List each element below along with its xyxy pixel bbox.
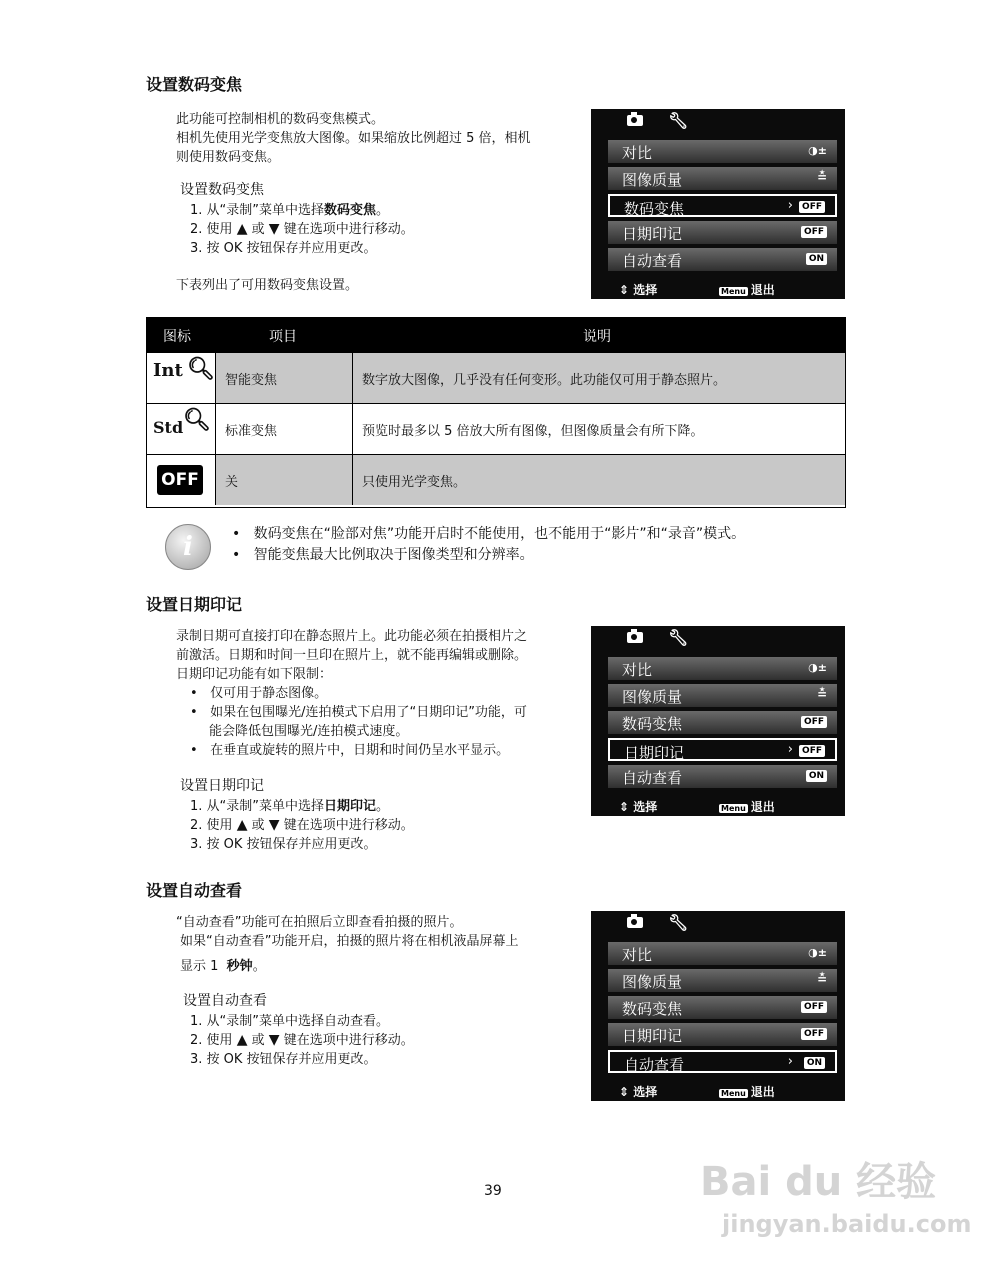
menu-footer (591, 1079, 845, 1101)
watermark-url: jingyan.baidu.com (722, 1210, 972, 1238)
down-arrow-icon: ▼ (268, 1032, 280, 1048)
menu-tab-bar (591, 911, 845, 937)
camera-menu-screen (591, 109, 845, 299)
step-text: 。 (376, 799, 390, 814)
step-emphasis: 数码变焦 (324, 203, 377, 218)
up-arrow-icon: ▲ (236, 1032, 248, 1048)
table-row (147, 352, 845, 403)
step-text: 2. 使用 (190, 222, 233, 237)
paragraph-text: 显示 1 (180, 959, 219, 974)
exit-hint (719, 281, 775, 298)
paragraph-line: 相机先使用光学变焦放大图像。如果缩放比例超过 5 倍，相机 (176, 131, 531, 146)
menu-item-contrast[interactable] (608, 942, 837, 965)
camera-icon (627, 917, 643, 928)
menu-item-contrast[interactable] (608, 140, 837, 163)
menu-item-date-stamp[interactable] (608, 738, 837, 761)
menu-item-auto-review[interactable] (608, 248, 837, 271)
menu-footer (591, 277, 845, 299)
menu-item-quality[interactable] (608, 167, 837, 190)
table-cell-icon (147, 404, 216, 454)
status-badge: OFF (801, 1028, 827, 1040)
bullet-text: 如果在包围曝光/连拍模式下启用了“日期印记”功能，可 (210, 705, 527, 720)
bullet-item: • 在垂直或旋转的照片中，日期和时间仍呈水平显示。 (190, 743, 510, 758)
menu-item-date-stamp[interactable] (608, 221, 837, 244)
off-icon: OFF (157, 465, 203, 495)
camera-icon (627, 115, 643, 126)
step-text: 1. 从“录制”菜单中选择 (190, 203, 325, 218)
menu-item-label: 图像质量 (622, 688, 683, 706)
intelligent-zoom-icon: Int (153, 360, 183, 381)
select-hint: ⇕ 选择 (619, 283, 658, 297)
select-hint: ⇕ 选择 (619, 800, 658, 814)
table-cell-desc (353, 353, 845, 403)
status-badge: OFF (799, 201, 825, 213)
menu-item-digital-zoom[interactable] (608, 996, 837, 1019)
status-badge: OFF (799, 745, 825, 757)
quality-icon: ≛ (816, 687, 827, 701)
step-1: 1. 从“录制”菜单中选择自动查看。 (190, 1014, 390, 1029)
menu-footer (591, 794, 845, 816)
note-text: 智能变焦最大比例取决于图像类型和分辨率。 (253, 547, 534, 563)
step-text: 1. 从“录制”菜单中选择 (190, 799, 325, 814)
menu-item-label: 对比 (622, 946, 653, 964)
cell-text: 关 (225, 475, 239, 490)
exit-label: 退出 (750, 283, 775, 297)
bullet-item: • 如果在包围曝光/连拍模式下启用了“日期印记”功能，可 (190, 705, 527, 720)
subheading: 设置日期印记 (180, 778, 264, 794)
status-badge: OFF (801, 226, 827, 238)
cell-text: 标准变焦 (225, 424, 278, 439)
step-1 (190, 797, 389, 816)
exit-hint (719, 798, 775, 815)
step-text: 或 (251, 818, 265, 833)
table-cell-icon (147, 353, 216, 403)
step-text: 2. 使用 (190, 818, 233, 833)
section-title-auto-review: 设置自动查看 (146, 881, 243, 900)
menu-button-icon: Menu (721, 1089, 746, 1098)
info-icon: i (165, 524, 211, 570)
contrast-icon: ◑± (808, 946, 827, 959)
table-cell-item (216, 455, 353, 505)
bullet-item: • 仅可用于静态图像。 (190, 686, 328, 701)
menu-item-quality[interactable] (608, 684, 837, 707)
menu-item-label: 自动查看 (622, 252, 683, 270)
step-text: 2. 使用 (190, 1033, 233, 1048)
menu-item-auto-review[interactable] (608, 1050, 837, 1073)
table-cell-desc (353, 404, 845, 454)
menu-item-label: 数码变焦 (622, 1000, 683, 1018)
up-arrow-icon: ▲ (236, 817, 248, 833)
menu-item-digital-zoom[interactable] (608, 711, 837, 734)
subheading: 设置自动查看 (183, 993, 267, 1009)
menu-item-contrast[interactable] (608, 657, 837, 680)
exit-label: 退出 (750, 1085, 775, 1099)
zoom-settings-table (146, 317, 846, 508)
header-item: 项目 (269, 329, 297, 345)
menu-item-date-stamp[interactable] (608, 1023, 837, 1046)
header-desc: 说明 (583, 329, 611, 345)
wrench-icon: 🔧︎ (668, 913, 689, 932)
wrench-icon: 🔧︎ (668, 628, 689, 647)
cell-text: 只使用光学变焦。 (362, 475, 467, 490)
up-arrow-icon: ▲ (236, 221, 248, 237)
step-text: 。 (376, 203, 390, 218)
step-1 (190, 201, 389, 220)
paragraph-text: 。 (252, 959, 266, 974)
select-hint: ⇕ 选择 (619, 1085, 658, 1099)
contrast-icon: ◑± (808, 144, 827, 157)
menu-item-digital-zoom[interactable] (608, 194, 837, 217)
menu-item-label: 日期印记 (622, 1027, 683, 1045)
table-cell-item (216, 353, 353, 403)
watermark-logo: Bai du 经验 (700, 1159, 937, 1205)
menu-item-label: 图像质量 (622, 171, 683, 189)
header-icon: 图标 (163, 329, 191, 345)
menu-item-label: 日期印记 (624, 744, 685, 762)
subheading: 设置数码变焦 (180, 182, 264, 198)
menu-item-quality[interactable] (608, 969, 837, 992)
chevron-right-icon: › (787, 742, 793, 757)
paragraph-line: 此功能可控制相机的数码变焦模式。 (176, 112, 385, 127)
step-3: 3. 按 OK 按钮保存并应用更改。 (190, 837, 377, 852)
menu-button-icon: Menu (721, 287, 746, 296)
menu-item-label: 数码变焦 (624, 200, 685, 218)
step-2 (190, 816, 414, 835)
table-cell-desc (353, 455, 845, 505)
menu-item-auto-review[interactable] (608, 765, 837, 788)
step-2 (190, 220, 414, 239)
bullet-text: 在垂直或旋转的照片中，日期和时间仍呈水平显示。 (210, 743, 510, 758)
step-text: 键在选项中进行移动。 (283, 1033, 414, 1048)
quality-icon: ≛ (816, 972, 827, 986)
menu-item-label: 日期印记 (622, 225, 683, 243)
page-number: 39 (484, 1183, 502, 1199)
table-cell-icon (147, 455, 216, 505)
chevron-right-icon: › (787, 1054, 793, 1069)
paragraph-line: 前激活。日期和时间一旦印在照片上，就不能再编辑或删除。 (176, 648, 528, 663)
step-text: 键在选项中进行移动。 (283, 818, 414, 833)
section-title-date-stamp: 设置日期印记 (146, 595, 243, 614)
step-2 (190, 1031, 414, 1050)
paragraph-line: 则使用数码变焦。 (176, 150, 281, 165)
cell-text: 数字放大图像，几乎没有任何变形。此功能仅可用于静态照片。 (362, 373, 727, 388)
table-intro: 下表列出了可用数码变焦设置。 (176, 278, 359, 293)
down-arrow-icon: ▼ (268, 221, 280, 237)
cell-text: 智能变焦 (225, 373, 278, 388)
step-text: 或 (251, 1033, 265, 1048)
exit-hint (719, 1083, 775, 1100)
contrast-icon: ◑± (808, 661, 827, 674)
note-bullet: • 数码变焦在“脸部对焦”功能开启时不能使用，也不能用于“影片”和“录音”模式。 (232, 526, 746, 542)
menu-item-label: 对比 (622, 144, 653, 162)
note-bullet: • 智能变焦最大比例取决于图像类型和分辨率。 (232, 547, 534, 563)
step-3: 3. 按 OK 按钮保存并应用更改。 (190, 241, 377, 256)
menu-item-label: 自动查看 (624, 1056, 685, 1074)
magnifier-icon: 🔍︎ (183, 408, 211, 433)
camera-icon (627, 632, 643, 643)
camera-menu-screen (591, 911, 845, 1101)
step-emphasis: 日期印记 (324, 799, 377, 814)
camera-menu-screen (591, 626, 845, 816)
table-row (147, 454, 845, 505)
table-row (147, 403, 845, 454)
status-badge: ON (804, 1057, 825, 1069)
status-badge: OFF (801, 716, 827, 728)
bullet-text: 仅可用于静态图像。 (210, 686, 328, 701)
standard-zoom-icon: Std (153, 418, 184, 437)
status-badge: ON (806, 770, 827, 782)
down-arrow-icon: ▼ (268, 817, 280, 833)
bullet-text-continued: 能会降低包围曝光/连拍模式速度。 (209, 724, 409, 739)
step-text: 或 (251, 222, 265, 237)
paragraph-line: 录制日期可直接打印在静态照片上。此功能必须在拍摄相片之 (176, 629, 528, 644)
wrench-icon: 🔧︎ (668, 111, 689, 130)
status-badge: ON (806, 253, 827, 265)
note-text: 数码变焦在“脸部对焦”功能开启时不能使用，也不能用于“影片”和“录音”模式。 (253, 526, 746, 542)
step-text: 键在选项中进行移动。 (283, 222, 414, 237)
quality-icon: ≛ (816, 170, 827, 184)
menu-item-label: 对比 (622, 661, 653, 679)
paragraph-emphasis: 秒钟 (226, 959, 253, 974)
cell-text: 预览时最多以 5 倍放大所有图像，但图像质量会有所下降。 (362, 424, 704, 439)
table-header (147, 318, 845, 352)
menu-button-icon: Menu (721, 804, 746, 813)
menu-tab-bar (591, 109, 845, 135)
paragraph-line: 如果“自动查看”功能开启，拍摄的照片将在相机液晶屏幕上 (180, 934, 519, 949)
section-title-digital-zoom: 设置数码变焦 (146, 75, 243, 94)
menu-item-label: 数码变焦 (622, 715, 683, 733)
paragraph-line: “自动查看”功能可在拍照后立即查看拍摄的照片。 (176, 915, 463, 930)
menu-item-label: 自动查看 (622, 769, 683, 787)
status-badge: OFF (801, 1001, 827, 1013)
chevron-right-icon: › (787, 198, 793, 213)
step-3: 3. 按 OK 按钮保存并应用更改。 (190, 1052, 377, 1067)
paragraph-line: 日期印记功能有如下限制： (176, 667, 333, 682)
menu-item-label: 图像质量 (622, 973, 683, 991)
paragraph-line (180, 957, 266, 976)
table-cell-item (216, 404, 353, 454)
magnifier-icon: 🔍︎ (187, 357, 215, 382)
exit-label: 退出 (750, 800, 775, 814)
menu-tab-bar (591, 626, 845, 652)
